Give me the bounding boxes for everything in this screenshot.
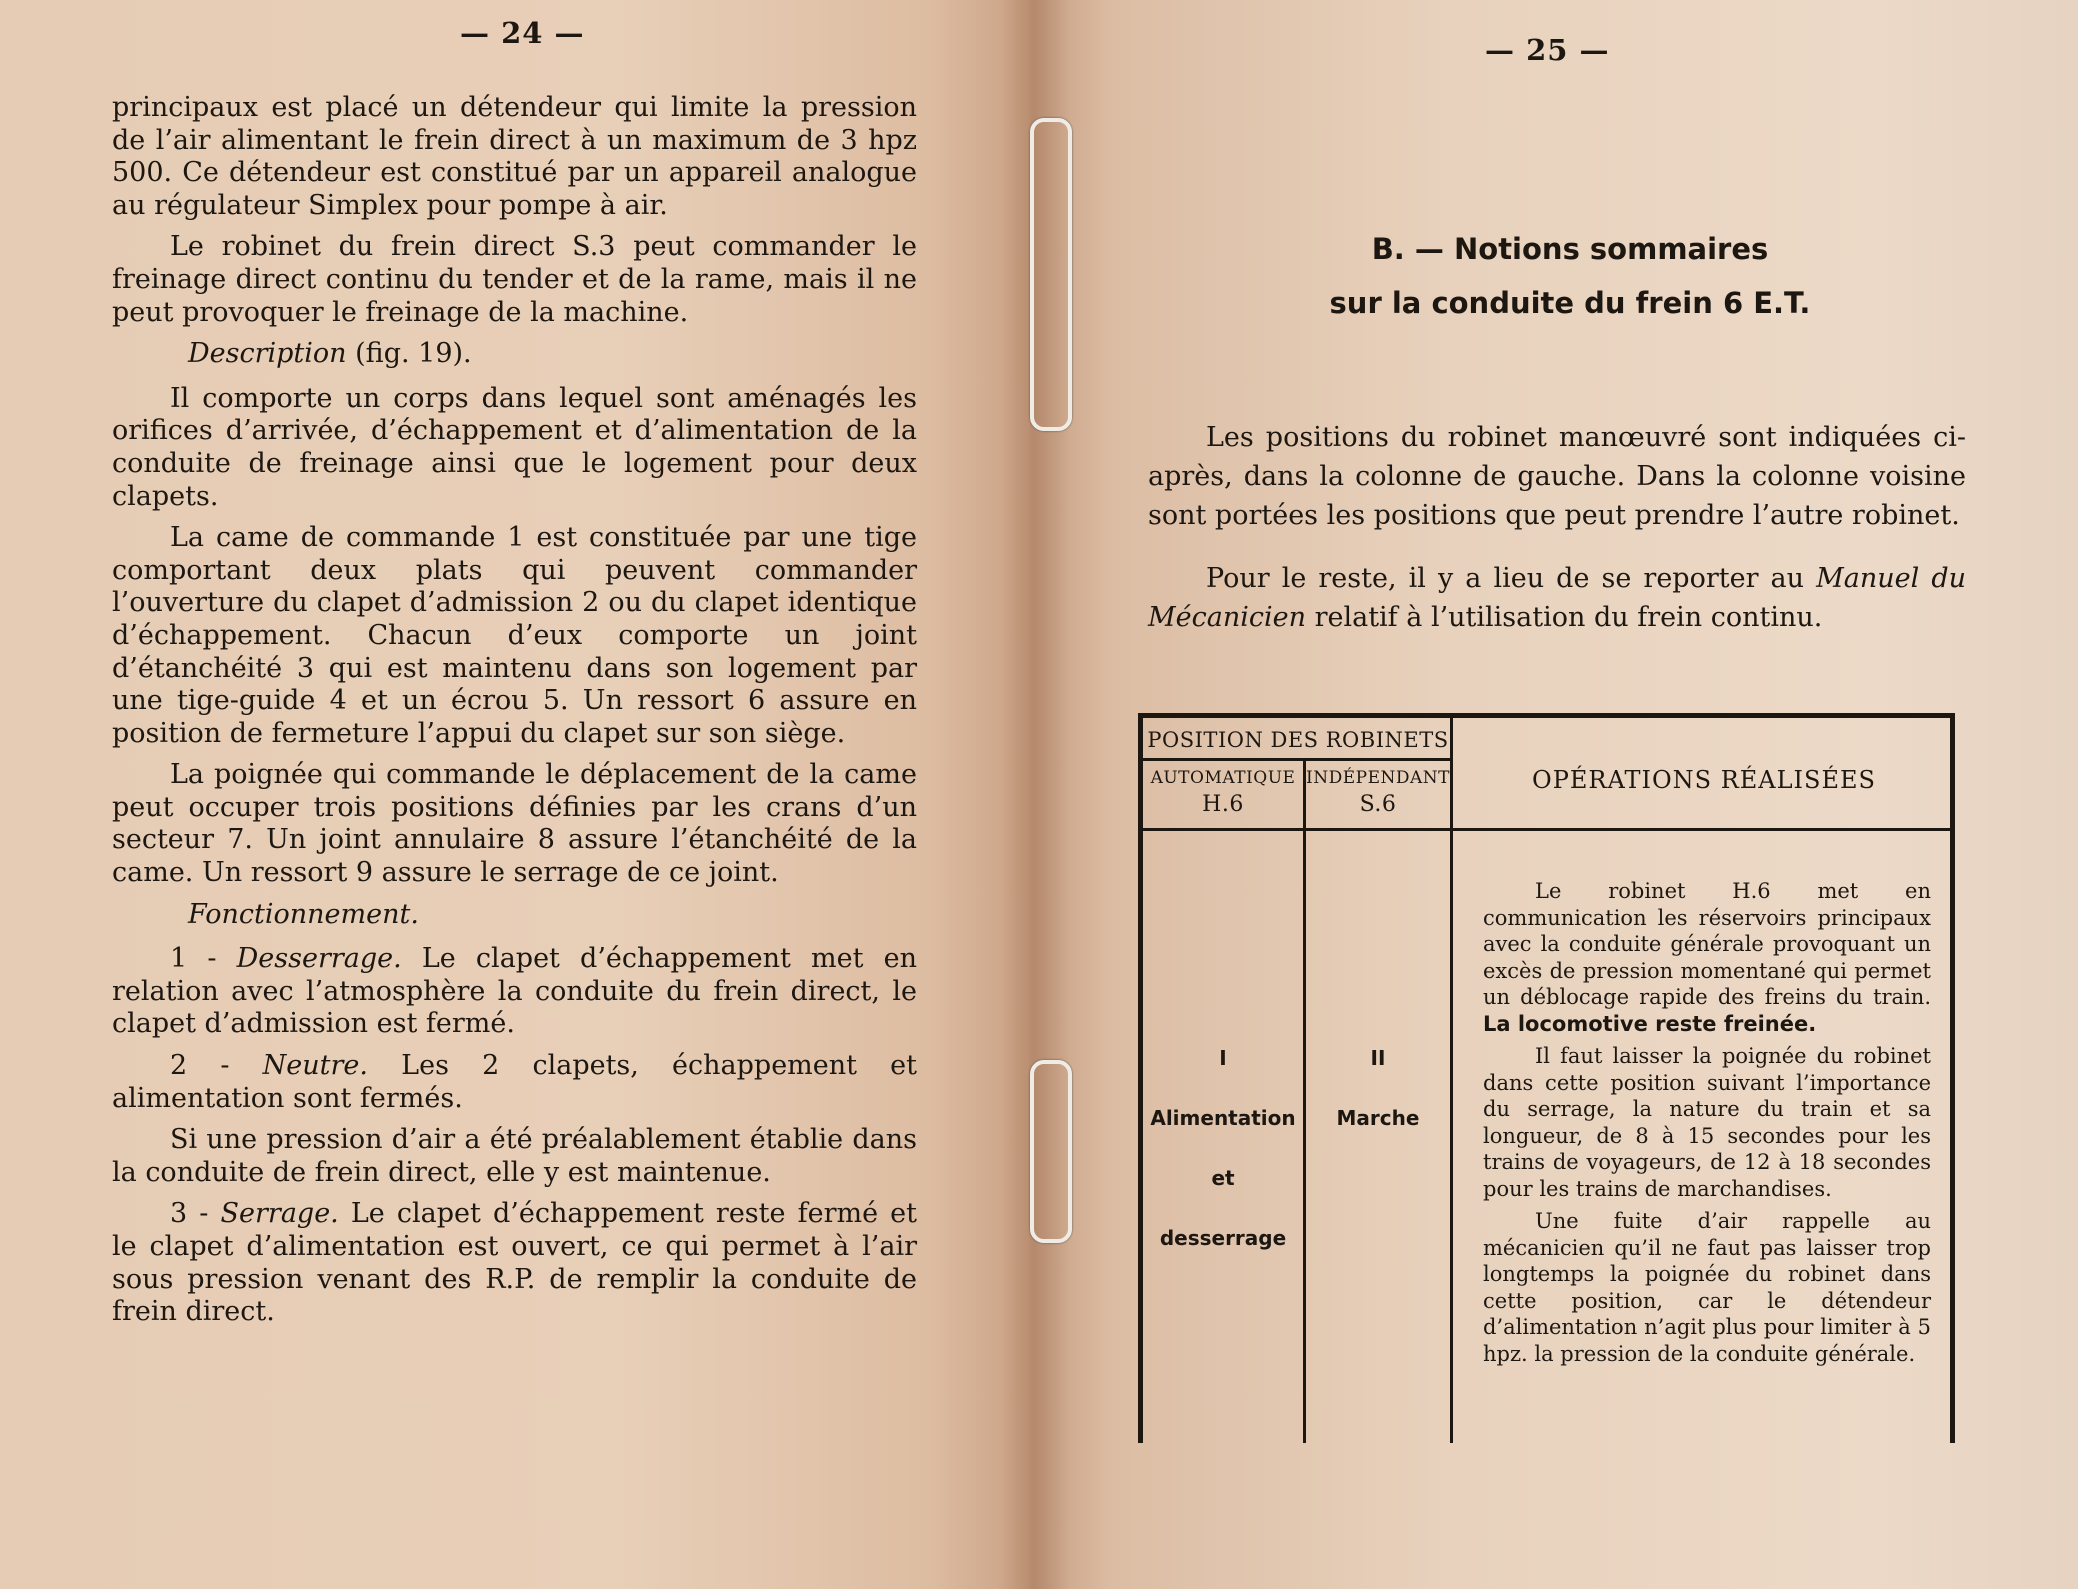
header-position-des-robinets: POSITION DES ROBINETS [1147,728,1449,752]
table-divider [1143,758,1453,761]
text-run: Le robinet H.6 met en communication les réservoirs principaux avec la conduite générale provoquant un excès de pression momentané qui permet un déblocage rapide des freins du train. [1483,879,1931,1009]
item-text: Le clapet d’échappement met en relation avec l’atmosphère la conduite du frein direct, le clapet d’admission est fermé. [112,943,917,1040]
item-text: Le clapet d’échappement reste fermé et le clapet d’alimentation est ouvert, ce qui permet à l’air sous pression venant des R.P. de remplir la conduite de frein direct. [112,1198,917,1328]
position-label: Alimentation [1150,1106,1296,1130]
binding-staple [1030,1060,1072,1243]
cell-independant [1303,1028,1453,1148]
item-title: Serrage. [220,1198,339,1230]
right-page-body [1148,418,1966,661]
left-page-body [112,92,917,1338]
section-description [112,338,917,371]
paragraph: La poignée qui commande le déplacement de la came peut occuper trois positions définies par les crans d’un secteur 7. Un joint annulaire 8 assure l’étanchéité de la came. Un ressort 9 assure le serrage de ce joint. [112,759,917,889]
figure-reference: (fig. 19). [346,338,472,370]
operations-paragraph: Il faut laisser la poignée du robinet dans cette position suivant l’importance du serrage, la nature du train et sa longueur, de 8 à 15 secondes pour les trains de voyageurs, de 12 à 18 secondes pour les trains de marchandises. [1483,1044,1931,1201]
item-title: Desserrage. [236,943,402,975]
operations-paragraph [1483,878,1931,1037]
binding-staple [1030,118,1072,431]
cell-operations [1483,878,1931,1373]
item-number: 3 - [170,1198,221,1230]
position-label: et [1211,1166,1235,1190]
item-desserrage [112,943,917,1041]
item-text: Les 2 clapets, échappement et alimentation sont fermés. [112,1050,918,1114]
page-number-left: — 24 — [460,16,585,50]
paragraph: La came de commande 1 est constituée par une tige comportant deux plats qui peuvent commander l’ouverture du clapet d’admission 2 ou du clapet identique d’échappement. Chacun d’eux comporte un joint d’étanchéité 3 qui est maintenu dans son logement par une tige-guide 4 et un écrou 5. Un ressort 6 assure en position de fermeture l’appui du clapet sur son siège. [112,522,917,749]
cell-automatique [1143,1028,1303,1268]
paragraph: Il comporte un corps dans lequel sont aménagés les orifices d’arrivée, d’échappement et d’alimentation de la conduite de freinage ainsi que le logement pour deux clapets. [112,382,917,512]
item-serrage [112,1198,917,1328]
brake-positions-table [1138,713,1955,1443]
item-number: 1 - [170,943,237,975]
emphasis-text: La locomotive reste freinée. [1483,1011,1817,1036]
section-subheading: sur la conduite du frein 6 E.T. [1329,286,1811,320]
paragraph: Le robinet du frein direct S.3 peut commander le freinage direct continu du tender et de la rame, mais il ne peut provoquer le freinage de la machine. [112,231,917,328]
header-independant: INDÉPENDANT [1306,768,1450,788]
page-number-right: — 25 — [1485,33,1610,67]
header-automatique: AUTOMATIQUE [1150,768,1296,788]
section-heading: B. — Notions sommaires [1371,232,1769,266]
paragraph [1148,559,1966,637]
header-operations: OPÉRATIONS RÉALISÉES [1532,766,1876,794]
operations-paragraph: Une fuite d’air rappelle au mécanicien qu’il ne faut pas laisser trop longtemps la poignée du robinet dans cette position, car le détendeur d’alimentation n’agit plus pour limiter à 5 hpz. la pression de la conduite générale. [1483,1209,1931,1366]
left-page [0,0,1030,1589]
description-title: Description [188,338,347,370]
header-automatique-code: H.6 [1202,792,1244,817]
table-divider [1143,828,1955,831]
position-label: Marche [1336,1106,1420,1130]
position-number: I [1219,1046,1227,1070]
section-fonctionnement: Fonctionnement. [188,898,419,930]
manual-title: Manuel du Mécanicien [1148,563,1966,633]
position-label: desserrage [1159,1226,1287,1250]
text-run: relatif à l’utilisation du frein continu. [1306,602,1823,633]
paragraph: principaux est placé un détendeur qui limite la pression de l’air alimentant le frein direct à un maximum de 3 hpz 500. Ce détendeur est constitué par un appareil analogue au régulateur Simplex pour pompe à air. [112,92,917,221]
paragraph: Si une pression d’air a été préalablement établie dans la conduite de frein direct, elle y est maintenue. [112,1124,917,1188]
right-page [1030,0,2078,1589]
item-neutre [112,1050,917,1115]
item-title: Neutre. [262,1050,368,1082]
position-number: II [1370,1046,1386,1070]
header-independant-code: S.6 [1359,792,1397,817]
paragraph: Les positions du robinet manœuvré sont indiquées ci-après, dans la colonne de gauche. Dans la colonne voisine sont portées les positions que peut prendre l’autre robinet. [1148,422,1966,531]
text-run: Pour le reste, il y a lieu de se reporter au [1206,563,1817,594]
item-number: 2 - [170,1050,263,1082]
